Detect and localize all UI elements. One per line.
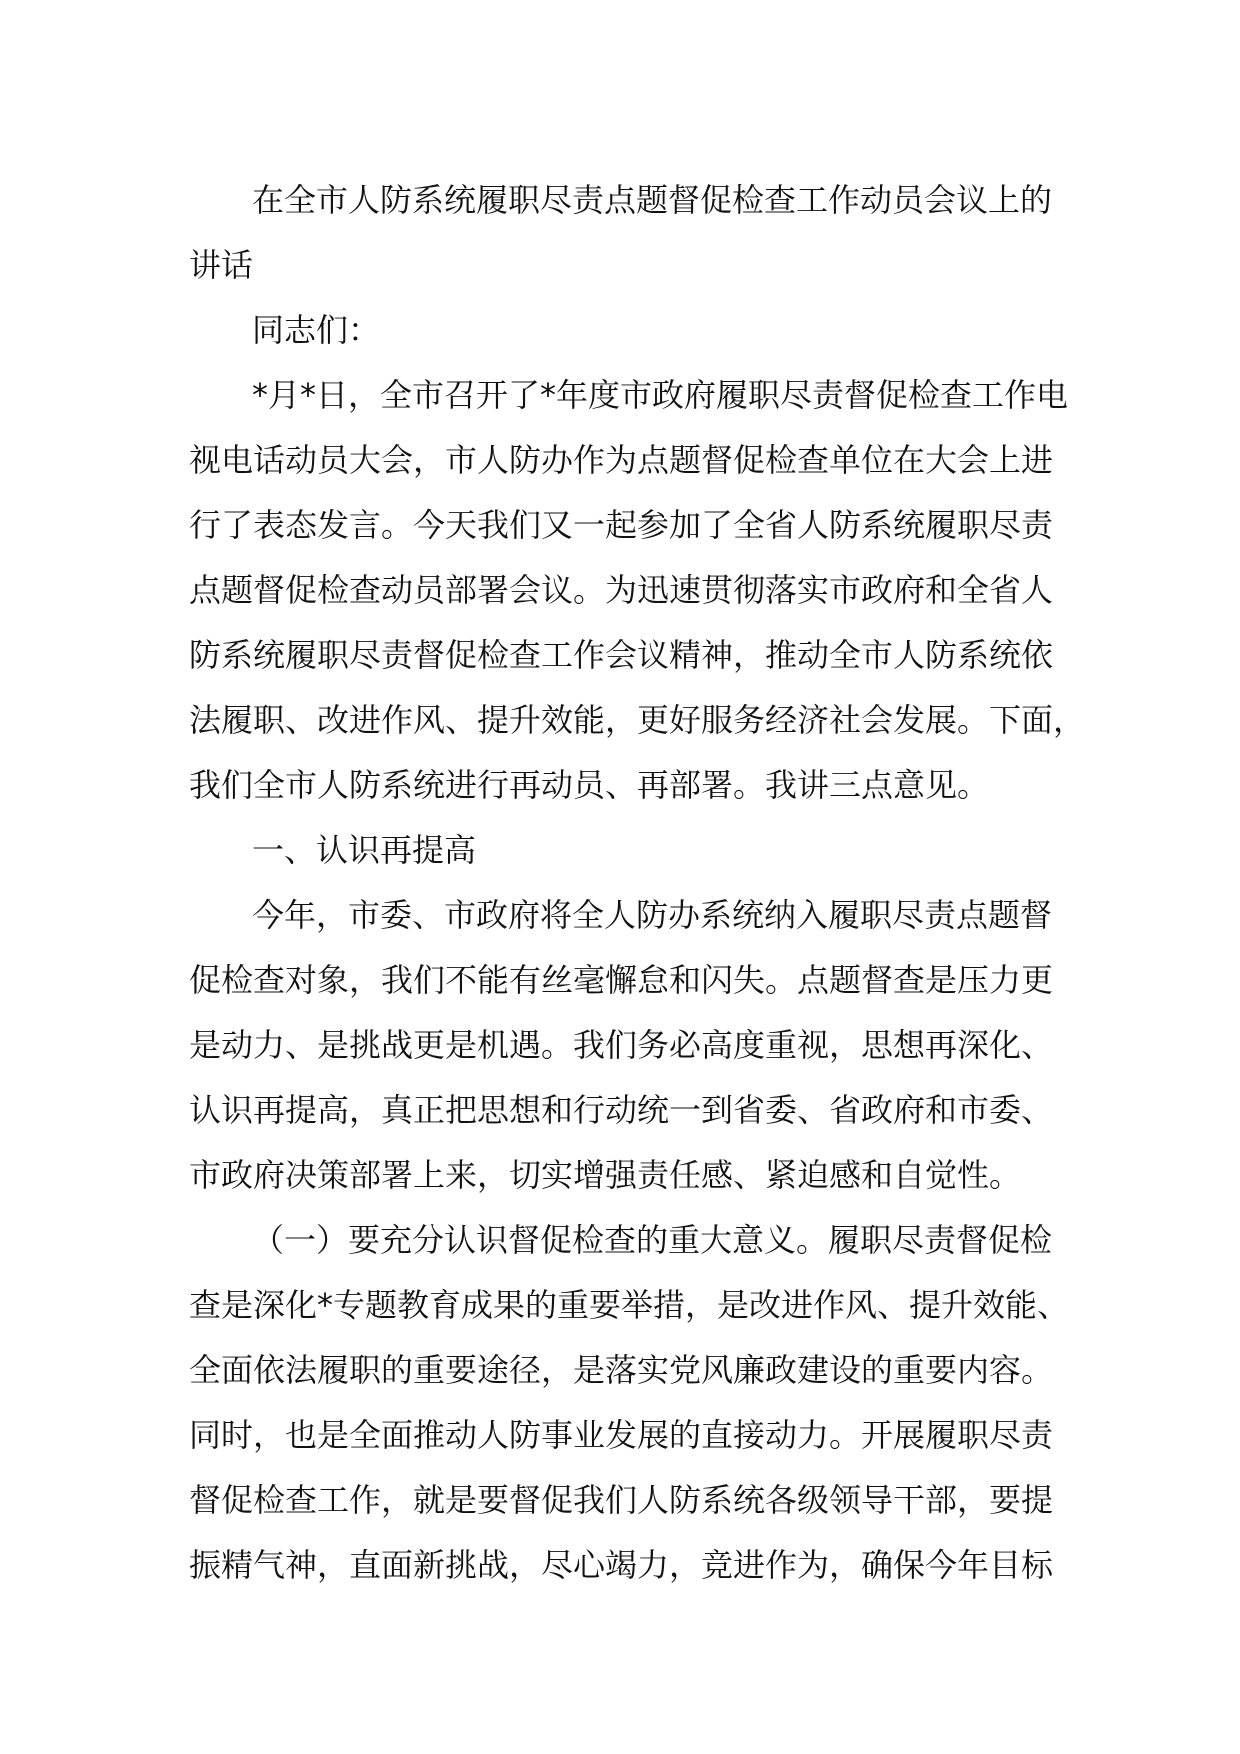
paragraph-2-line-5: 市政府决策部署上来，切实增强责任感、紧迫感和自觉性。: [189, 1156, 1022, 1194]
paragraph-intro-line-6: 法履职、改进作风、提升效能，更好服务经济社会发展。下面，: [189, 701, 1086, 739]
paragraph-3-line-1: （一）要充分认识督促检查的重大意义。履职尽责督促检: [252, 1221, 1053, 1259]
salutation: 同志们：: [252, 311, 381, 349]
document-body: [189, 168, 1086, 1598]
paragraph-intro-line-4: 点题督促检查动员部署会议。为迅速贯彻落实市政府和全省人: [189, 571, 1054, 609]
paragraph-intro-line-7: 我们全市人防系统进行再动员、再部署。我讲三点意见。: [189, 766, 990, 804]
paragraph-intro-line-5: 防系统履职尽责督促检查工作会议精神，推动全市人防系统依: [189, 636, 1054, 674]
paragraph-2-line-3: 是动力、是挑战更是机遇。我们务必高度重视，思想再深化、: [189, 1026, 1054, 1064]
paragraph-intro-line-2: 视电话动员大会，市人防办作为点题督促检查单位在大会上进: [189, 441, 1054, 479]
paragraph-3-line-6: 振精气神，直面新挑战，尽心竭力，竞进作为，确保今年目标: [189, 1546, 1054, 1584]
paragraph-2-line-4: 认识再提高，真正把思想和行动统一到省委、省政府和市委、: [189, 1091, 1054, 1129]
paragraph-3-line-5: 督促检查工作，就是要督促我们人防系统各级领导干部，要提: [189, 1481, 1054, 1519]
section-heading-1: 一、认识再提高: [252, 831, 477, 869]
paragraph-3-line-4: 同时，也是全面推动人防事业发展的直接动力。开展履职尽责: [189, 1416, 1054, 1454]
title-line-1: 在全市人防系统履职尽责点题督促检查工作动员会议上的: [252, 181, 1053, 219]
paragraph-2-line-1: 今年，市委、市政府将全人防办系统纳入履职尽责点题督: [252, 896, 1053, 934]
title-line-2: 讲话: [189, 246, 254, 284]
paragraph-3-line-3: 全面依法履职的重要途径，是落实党风廉政建设的重要内容。: [189, 1351, 1054, 1389]
paragraph-intro-line-1: *月*日，全市召开了*年度市政府履职尽责督促检查工作电: [252, 376, 1069, 414]
paragraph-intro-line-3: 行了表态发言。今天我们又一起参加了全省人防系统履职尽责: [189, 506, 1054, 544]
paragraph-3-line-2: 查是深化*专题教育成果的重要举措，是改进作风、提升效能、: [189, 1286, 1070, 1324]
paragraph-2-line-2: 促检查对象，我们不能有丝毫懈怠和闪失。点题督查是压力更: [189, 961, 1054, 999]
